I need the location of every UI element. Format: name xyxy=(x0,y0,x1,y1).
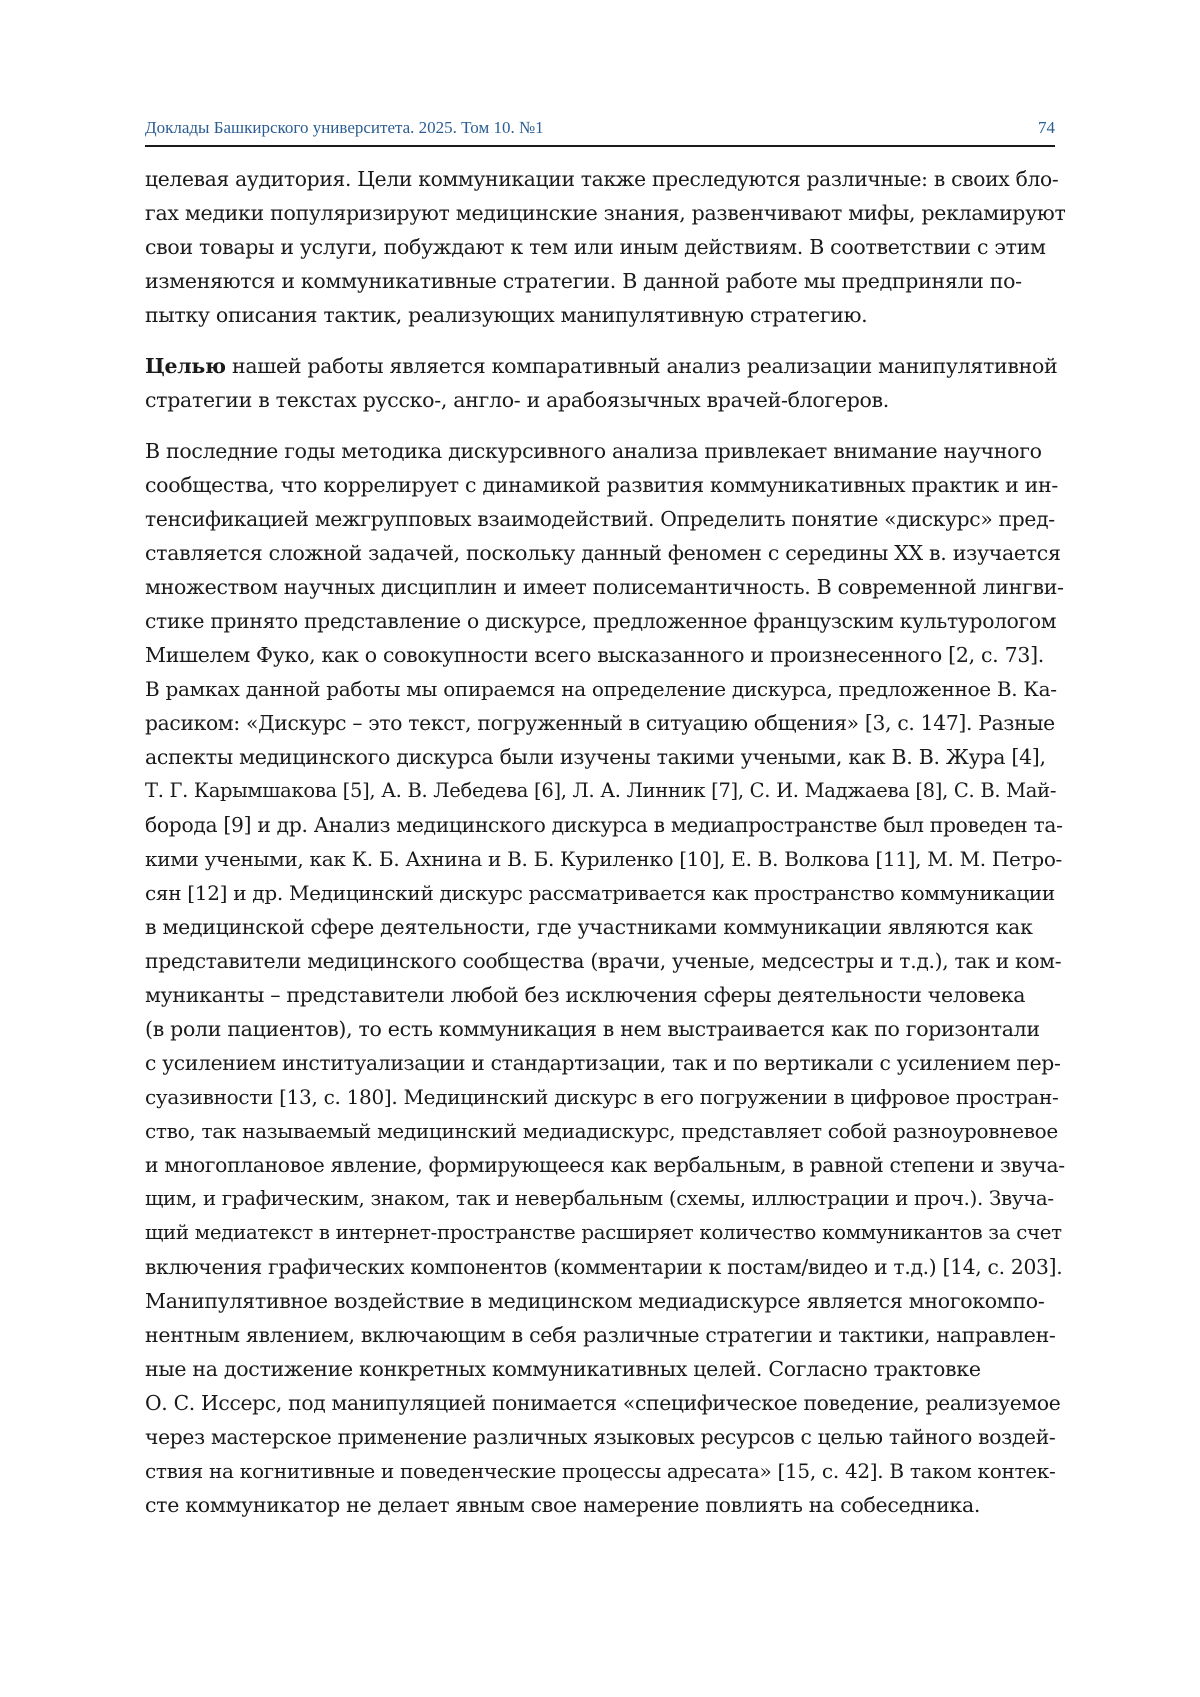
text-line: О. С. Иссерс, под манипуляцией понимается «специфическое поведение, реализуемое xyxy=(145,1391,1061,1415)
text-line: гах медики популяризируют медицинские знания, развенчивают мифы, рекламируют xyxy=(145,201,1066,225)
text-line: В последние годы методика дискурсивного анализа привлекает внимание научного xyxy=(145,439,1042,463)
text-line: и многоплановое явление, формирующееся как вербальным, в равной степени и звуча- xyxy=(145,1153,1065,1177)
page-number: 74 xyxy=(1038,118,1055,137)
text-line: ствия на когнитивные и поведенческие процессы адресата» [15, с. 42]. В таком контек- xyxy=(145,1459,1056,1483)
text-line: ство, так называемый медицинский медиадискурс, представляет собой разноуровневое xyxy=(145,1119,1058,1143)
paragraph-3 xyxy=(145,434,1065,1522)
text-line: стратегии в текстах русско-, англо- и арабоязычных врачей-блогеров. xyxy=(145,388,890,412)
text-line: множеством научных дисциплин и имеет полисемантичность. В современной лингви- xyxy=(145,575,1064,599)
text-line: тенсификацией межгрупповых взаимодействий. Определить понятие «дискурс» пред- xyxy=(145,507,1055,531)
text-line: Мишелем Фуко, как о совокупности всего высказанного и произнесенного [2, с. 73]. xyxy=(145,643,1045,667)
paragraph-2 xyxy=(145,349,1065,417)
text-line: сообщества, что коррелирует с динамикой развития коммуникативных практик и ин- xyxy=(145,473,1059,497)
text-line-rest: нашей работы является компаративный анализ реализации манипулятивной xyxy=(225,354,1058,378)
text-line: в медицинской сфере деятельности, где участниками коммуникации являются как xyxy=(145,915,1033,939)
text-line: ные на достижение конкретных коммуникативных целей. Согласно трактовке xyxy=(145,1357,981,1381)
text-line: включения графических компонентов (комментарии к постам/видео и т.д.) [14, с. 203]. xyxy=(145,1255,1063,1279)
text-line: щим, и графическим, знаком, так и невербальным (схемы, иллюстрации и проч.). Звуча- xyxy=(145,1187,1054,1210)
text-line: В рамках данной работы мы опираемся на определение дискурса, предложенное В. Ка- xyxy=(145,677,1057,701)
text-line: свои товары и услуги, побуждают к тем или иным действиям. В соответствии с этим xyxy=(145,235,1046,259)
text-line: Т. Г. Карымшакова [5], А. В. Лебедева [6], Л. А. Линник [7], С. И. Маджаева [8], С. В. Май- xyxy=(145,779,1057,802)
text-line: борода [9] и др. Анализ медицинского дискурса в медиапространстве был проведен та- xyxy=(145,813,1063,837)
text-line: кими учеными, как К. Б. Ахнина и В. Б. Куриленко [10], Е. В. Волкова [11], М. М. Петро- xyxy=(145,847,1063,871)
text-line: аспекты медицинского дискурса были изучены такими учеными, как В. В. Жура [4], xyxy=(145,745,1046,769)
text-line: муниканты – представители любой без исключения сферы деятельности человека xyxy=(145,983,1026,1007)
header-rule xyxy=(145,145,1055,147)
journal-title: Доклады Башкирского университета. 2025. Том 10. №1 xyxy=(145,118,544,137)
text-line: представители медицинского сообщества (врачи, ученые, медсестры и т.д.), так и ком- xyxy=(145,949,1062,973)
text-line: через мастерское применение различных языковых ресурсов с целью тайного воздей- xyxy=(145,1425,1056,1449)
text-line: нентным явлением, включающим в себя различные стратегии и тактики, направлен- xyxy=(145,1323,1056,1347)
text-line: стике принято представление о дискурсе, предложенное французским культурологом xyxy=(145,609,1057,633)
text-line xyxy=(145,349,1065,383)
text-line: расиком: «Дискурс – это текст, погруженный в ситуацию общения» [3, с. 147]. Разные xyxy=(145,711,1055,735)
running-header xyxy=(145,118,1055,144)
text-line: пытку описания тактик, реализующих манипулятивную стратегию. xyxy=(145,303,868,327)
text-line: (в роли пациентов), то есть коммуникация в нем выстраивается как по горизонтали xyxy=(145,1017,1040,1041)
paragraph-1 xyxy=(145,162,1065,332)
text-line: Манипулятивное воздействие в медицинском медиадискурсе является многокомпо- xyxy=(145,1289,1045,1313)
text-line: сян [12] и др. Медицинский дискурс рассматривается как пространство коммуникации xyxy=(145,881,1055,905)
bold-lead-word: Целью xyxy=(145,354,226,378)
text-line: ставляется сложной задачей, поскольку данный феномен с середины XX в. изучается xyxy=(145,541,1061,565)
text-line: сте коммуникатор не делает явным свое намерение повлиять на собеседника. xyxy=(145,1493,981,1517)
text-line: с усилением институализации и стандартизации, так и по вертикали с усилением пер- xyxy=(145,1051,1061,1075)
text-line: щий медиатекст в интернет-пространстве расширяет количество коммуникантов за счет xyxy=(145,1221,1062,1244)
text-line: суазивности [13, с. 180]. Медицинский дискурс в его погружении в цифровое простран- xyxy=(145,1085,1059,1109)
text-line: целевая аудитория. Цели коммуникации также преследуются различные: в своих бло- xyxy=(145,167,1059,191)
text-line: изменяются и коммуникативные стратегии. В данной работе мы предприняли по- xyxy=(145,269,1022,293)
body-text xyxy=(145,162,1065,1539)
